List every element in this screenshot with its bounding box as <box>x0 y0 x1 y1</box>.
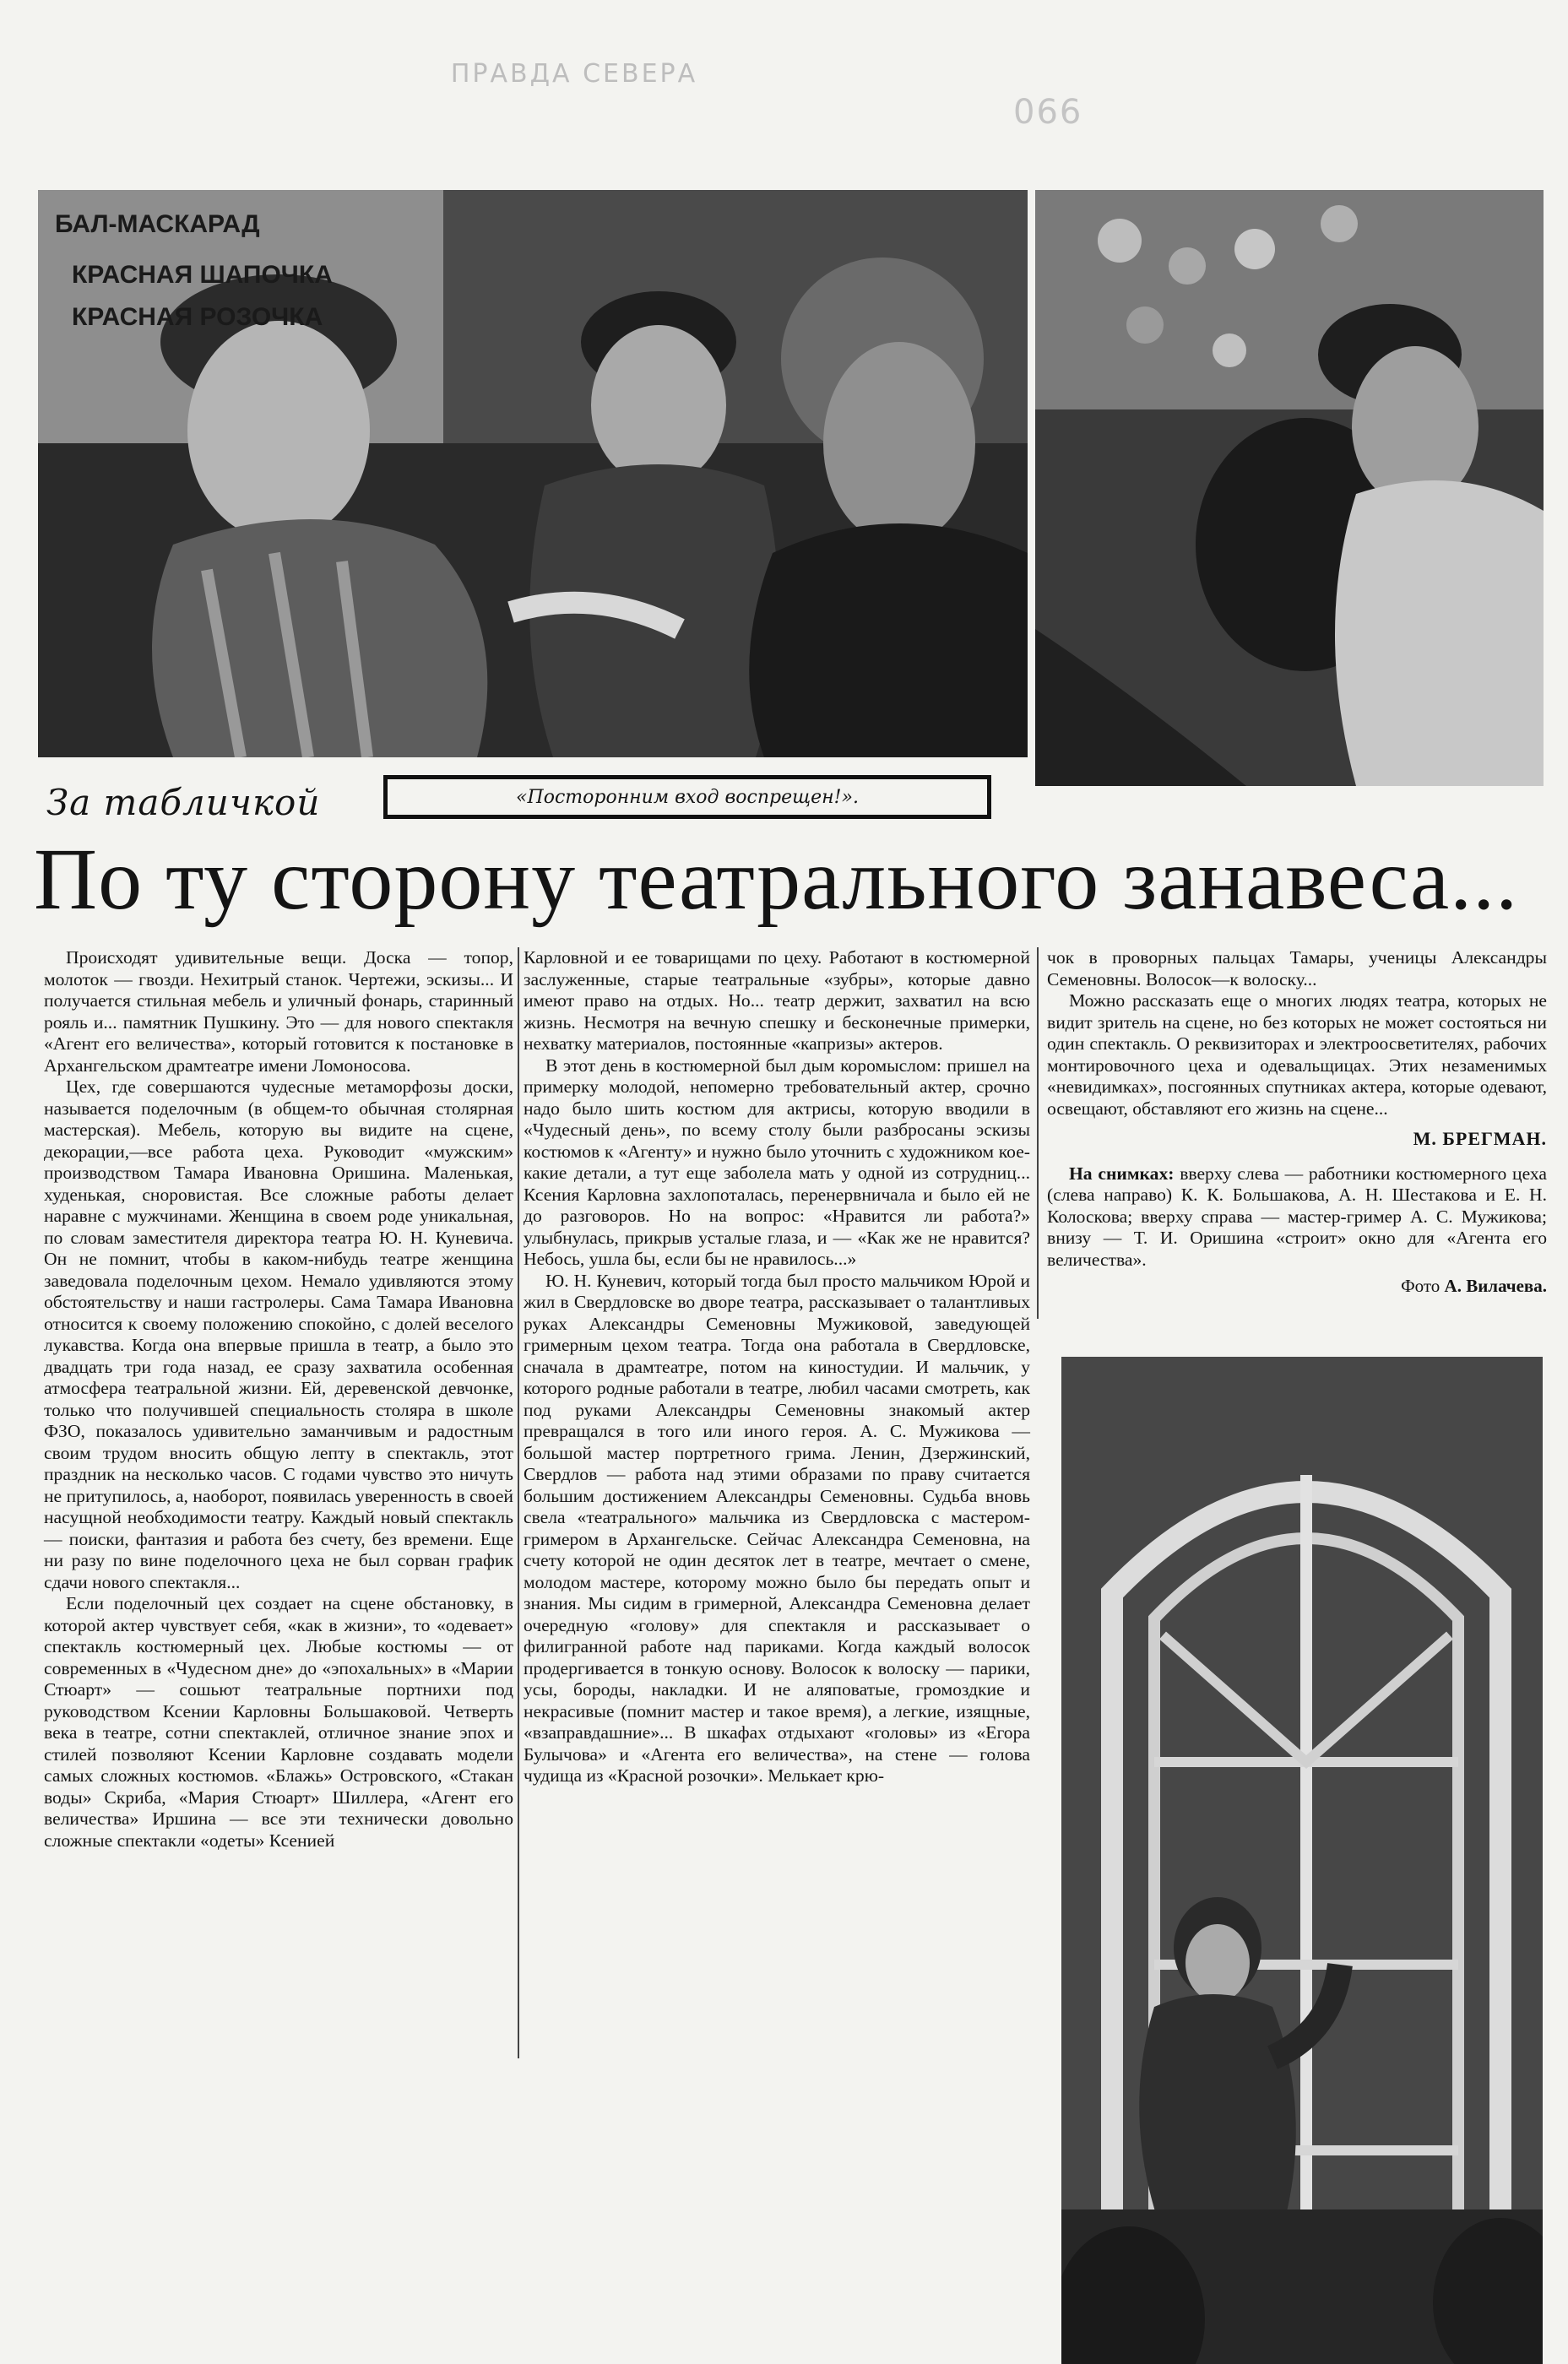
photo-window-frame <box>1061 1357 1543 2364</box>
column-rule-1 <box>518 947 519 2058</box>
headline: По ту сторону театрального занавеса... <box>34 831 1519 928</box>
paragraph: Происходят удивительные вещи. Доска — топор, молоток — гвозди. Нехитрый станок. Чертежи, эскизы... И получается стильная мебель и уличный фонарь, старинный рояль и... памятник Пушкину. Это — для нового спектакля «Агент его величества», который готовится к постановке в Архангельском драмтеатре имени Ломоносова. <box>44 947 513 1076</box>
paragraph: В этот день в костюмерной был дым коромыслом: пришел на примерку молодой, непомерно требовательный актер, срочно надо было шить костюм для актрисы, которую вводили в «Чудесный день», по всему столу были разбросаны эскизы костюмов к «Агенту» и нужно было уточнить с художником кое-какие детали, а тут еще заболела мать у одной из сотрудниц... Ксения Карловна захлопоталась, перенервничала и было ей не до разговоров. Но на вопрос: «Нравится ли работа?» улыбнулась, прикрыв усталые глаза, и — «Как же не нравится? Небось, ушла бы, если бы не нравилось...» <box>524 1055 1030 1269</box>
article-column-2 <box>524 947 1030 1787</box>
photo-makeup-artist <box>1035 190 1544 786</box>
paragraph: Цех, где совершаются чудесные метаморфозы доски, называется поделочным (в общем-то обычная столярная мастерская). Мебель, которую вы видите на сцене, декорации,—все работа цеха. Руководит «мужским» производством Тамара Ивановна Оришина. Маленькая, худенькая, сноровистая. Все сложные работы делает наравне с мужчинами. Женщина в своем роде уникальная, по словам заместителя директора театра Ю. Н. Куневича. Он не помнит, чтобы в каком-нибудь театре женщина заведовала поделочным цехом. Немало удивляются этому обстоятельству и наши гастролеры. Сама Тамара Ивановна относится к своему положению спокойно, с долей веселого лукавства. Когда она впервые пришла в театр, а было это двадцать три года назад, ее сразу захватила особенная атмосфера театральной жизни. Ей, деревенской девчонке, только что получившей специальность столяра в школе ФЗО, показалось удивительно заманчивым и радостным своим трудом вносить общую лепту в спектакль, этот праздник на несколько часов. С годами чувство это ничуть не притупилось, а, наоборот, появилась уверенность в своей насущной необходимости театру. Каждый новый спектакль — поиски, фантазия и работа без счету, без времени. Еще ни разу по вине поделочного цеха не был сорван график сдачи нового спектакля... <box>44 1076 513 1592</box>
paragraph: Ю. Н. Куневич, который тогда был просто мальчиком Юрой и жил в Свердловске во дворе театра, рассказывает о талантливых руках Александры Семеновны Мужиковой, заведующей гримерным цехом театра. Тогда она работала в Свердловске, сначала в драмтеатре, потом на киностудии. И мальчик, у которого родные работали в театре, любил часами смотреть, как под руками Александры Семеновны знакомый актер превращался в того или иного героя. А. С. Мужикова — большой мастер портретного грима. Ленин, Дзержинский, Свердлов — работа над этими образами по праву считается большим достижением Александры Семеновны. Судьба вновь свела «театрального» мальчика из Свердловска с мастером-гримером в Архангельске. Сейчас Александра Семеновна, на счету которой не один десяток лет в театре, мечтает о смене, молодом мастере, которому можно было бы передать опыт и знания. Мы сидим в гримерной, Александра Семеновна делает очередную «голову» для спектакля и рассказывает о филигранной работе над париками. Когда каждый волосок продергивается в тонкую основу. Волосок к волоску — парики, усы, бороды, накладки. И не аляповатые, громоздкие и некрасивые (помнит мастер и такое время), а легкие, изящные, «взаправдашние»... В шкафах отдыхают «головы» из «Егора Булычова» и «Агента его величества», на стене — голова чудища из «Красной розочки». Мелькает крю- <box>524 1270 1030 1786</box>
paragraph: Карловной и ее товарищами по цеху. Работают в костюмерной заслуженные, старые театральные «зубры», которые давно имеют право на отдых. Но... театр держит, захватил на всю жизнь. Несмотря на вечную спешку и бесконечные примерки, нехватку материалов, постоянные «капризы» актеров. <box>524 947 1030 1054</box>
masthead-stamp: ПРАВДА СЕВЕРА <box>450 59 698 89</box>
photo-window-frame-drawing <box>1061 1357 1543 2364</box>
author-signature: М. БРЕГМАН. <box>1413 1128 1547 1149</box>
paragraph: Если поделочный цех создает на сцене обстановку, в которой актер чувствует себя, «как в жизни», то «одевает» спектакль костюмерный цех. Любые костюмы — от современных в «Чудесном дне» до «эпохальных» в «Марии Стюарт» — сошьют театральные портнихи под руководством Ксении Карловны Большаковой. Четверть века в театре, сотни спектаклей, отличное знание эпох и стилей позволяют Ксении Карловне создавать модели самых сложных костюмов. «Блажь» Островского, «Стакан воды» Скриба, «Мария Стюарт» Шиллера, «Агент его величества» Иршина — все эти технически довольно сложные спектакли «одеты» Ксенией <box>44 1593 513 1851</box>
photo-credit-name: А. Вилачева. <box>1444 1276 1547 1296</box>
paragraph: чок в проворных пальцах Тамары, ученицы Александры Семеновны. Волосок—к волоску... <box>1047 947 1547 990</box>
caption-text: вверху слева — работники костюмерного цеха (слева направо) К. К. Большакова, А. Н. Шестакова и Е. Н. Колоскова; вверху справа — мастер-гример А. С. Мужикова; внизу — Т. И. Оришина «строит» окно для «Агента его величества». <box>1047 1163 1547 1270</box>
photo-caption <box>1047 1163 1547 1298</box>
column-rule-2 <box>1037 947 1039 1319</box>
photo-credit <box>1047 1276 1547 1298</box>
photo-costume-workshop-drawing <box>38 190 1028 757</box>
archive-number: 066 <box>1013 93 1083 132</box>
kicker: За табличкой <box>46 782 321 823</box>
sign-box-text: «Посторонним вход воспрещен!». <box>516 786 859 808</box>
article-column-3 <box>1047 947 1547 1298</box>
poster-text-line-2: КРАСНАЯ ШАПОЧКА <box>72 261 333 289</box>
photo-makeup-artist-drawing <box>1035 190 1544 786</box>
caption-label: На снимках: <box>1069 1163 1175 1184</box>
paragraph: Можно рассказать еще о многих людях театра, которых не видит зритель на сцене, но без которых не может состояться ни один спектакль. О реквизиторах и электроосветителях, рабочих монтировочного цеха и одевальщицах. Этих незаменимых «невидимках», посгоянных спутниках актера, которые одевают, освещают, обставляют его жизнь на сцене... <box>1047 990 1547 1119</box>
poster-text-line-1: БАЛ-МАСКАРАД <box>55 210 260 238</box>
poster-text-line-3: КРАСНАЯ РОЗОЧКА <box>72 303 323 331</box>
sign-box <box>383 775 991 819</box>
article-column-1 <box>44 947 513 1852</box>
photo-credit-prefix: Фото <box>1401 1276 1445 1296</box>
photo-costume-workshop <box>38 190 1028 757</box>
